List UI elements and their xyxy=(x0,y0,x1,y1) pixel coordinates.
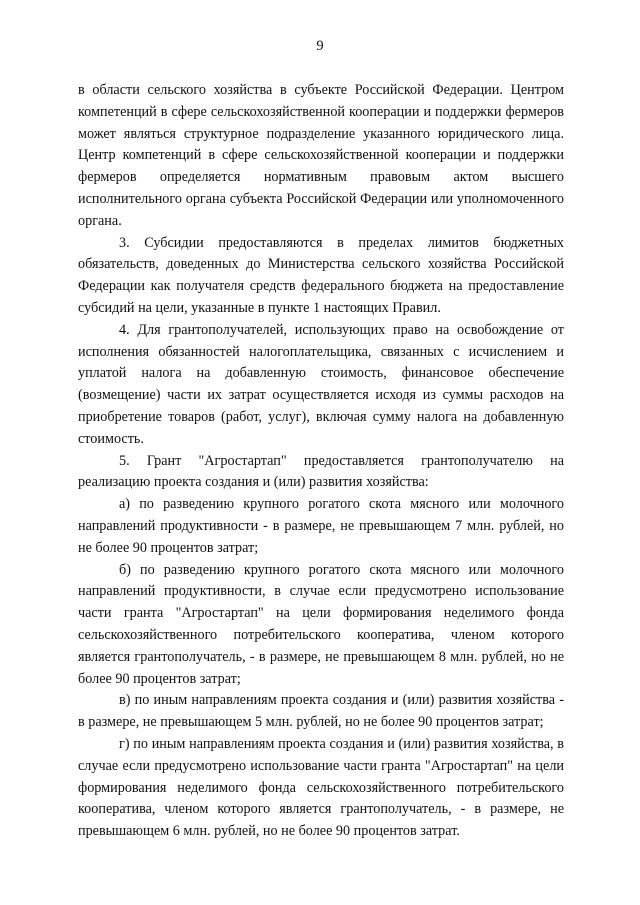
paragraph-item-5v: в) по иным направлениям проекта создания и (или) развития хозяйства - в размере, не превышающем 5 млн. рублей, но не более 90 процентов затрат; xyxy=(78,692,564,731)
paragraph-item-5a: а) по разведению крупного рогатого скота мясного или молочного направлений продуктивности - в размере, не превышающем 7 млн. рублей, но не более 90 процентов затрат; xyxy=(78,496,564,556)
paragraph-item-5: 5. Грант "Агростартап" предоставляется грантополучателю на реализацию проекта создания и (или) развития хозяйства: xyxy=(78,452,564,491)
page-number: 9 xyxy=(316,38,324,54)
paragraph-item-3: 3. Субсидии предоставляются в пределах лимитов бюджетных обязательств, доведенных до Министерства сельского хозяйства Российской Федерации как получателя средств федерального бюджета на предоставление субсидий на цели, указанные в пункте 1 настоящих Правил. xyxy=(78,234,564,316)
document-body xyxy=(78,80,564,843)
paragraph-item-5g: г) по иным направлениям проекта создания и (или) развития хозяйства, в случае если предусмотрено использование части гранта "Агростартап" на цели формирования неделимого фонда сельскохозяйственного потребительского кооператива, членом которого является грантополучатель, - в размере, не превышающем 6 млн. рублей, но не более 90 процентов затрат. xyxy=(78,735,564,840)
paragraph-item-5b: б) по разведению крупного рогатого скота мясного или молочного направлений продуктивности, в случае если предусмотрено использование части гранта "Агростартап" на цели формирования неделимого фонда сельскохозяйственного потребительского кооператива, членом которого является грантополучатель, - в размере, не превышающем 8 млн. рублей, но не более 90 процентов затрат; xyxy=(78,561,564,687)
paragraph-intro: в области сельского хозяйства в субъекте Российской Федерации. Центром компетенций в сфере сельскохозяйственной кооперации и поддержки фермеров может являться структурное подразделение указанного юридического лица. Центр компетенций в сфере сельскохозяйственной кооперации и поддержки фермеров определяется нормативным правовым актом высшего исполнительного органа субъекта Российской Федерации или уполномоченного органа. xyxy=(78,82,564,229)
paragraph-item-4: 4. Для грантополучателей, использующих право на освобождение от исполнения обязанностей налогоплательщика, связанных с исчислением и уплатой налога на добавленную стоимость, финансовое обеспечение (возмещение) части их затрат осуществляется исходя из суммы расходов на приобретение товаров (работ, услуг), включая сумму налога на добавленную стоимость. xyxy=(78,321,564,447)
